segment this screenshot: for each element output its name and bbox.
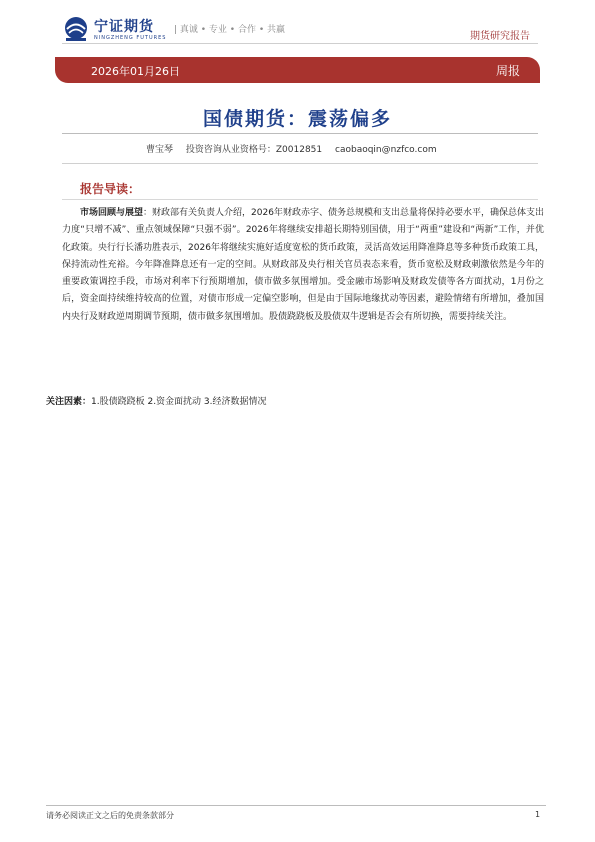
report-category: 期货研究报告	[470, 31, 530, 42]
page-number: 1	[535, 810, 541, 819]
company-name-english: NINGZHENG FUTURES	[94, 35, 167, 41]
author-email: caobaoqin@nzfco.com	[335, 145, 437, 155]
title-divider	[62, 133, 538, 134]
report-type: 周报	[495, 64, 520, 78]
header-divider	[62, 43, 538, 44]
guide-divider	[62, 199, 538, 200]
footer-disclaimer: 请务必阅读正文之后的免责条款部分	[46, 811, 174, 820]
summary-lead-label: 市场回顾与展望	[80, 208, 144, 218]
author-divider	[62, 163, 538, 164]
summary-paragraph	[62, 205, 544, 326]
author-name: 曹宝琴	[146, 145, 174, 155]
date-banner	[55, 57, 540, 83]
focus-factors	[46, 394, 267, 407]
author-qualification: 投资咨询从业资格号：Z0012851	[185, 145, 323, 155]
company-name: 宁证期货	[94, 19, 154, 35]
company-slogan: | 真诚 • 专业 • 合作 • 共赢	[174, 25, 285, 35]
author-line	[146, 142, 447, 155]
report-title: 国债期货：震荡偏多	[202, 108, 392, 130]
company-logo	[62, 16, 172, 46]
report-date: 2026年01月26日	[91, 65, 180, 78]
summary-body: ：财政部有关负责人介绍，2026年财政赤字、债务总规模和支出总量将保持必要水平，确保总体支出力度“只增不减”、重点领域保障“只强不弱”。2026年将继续安排超长期特别国债，用于“两重”建设和“两新”工作，并优化政策。央行行长潘功胜表示，2026年将继续实施好适度宽松的货币政策，灵活高效运用降准降息等多种货币政策工具，保持流动性充裕。今年降准降息还有一定的空间。从财政部及央行相关官员表态来看，货币宽松及财政刺激依然是今年的重要政策调控手段，市场对利率下行预期增加，债市做多氛围增加。受金融市场影响及财政发债等各方面扰动，1月份之后，资金面持续维持较高的位置，对债市形成一定偏空影响，但是由于国际地缘扰动等因素，避险情绪有所增加，叠加国内央行及财政逆周期调节预期，债市做多氛围增加。股债跷跷板及股债双牛逻辑是否会有所切换，需要持续关注。	[62, 208, 544, 322]
logo-mark-icon	[62, 16, 90, 42]
footer-divider	[46, 805, 546, 806]
guide-heading: 报告导读：	[80, 182, 141, 196]
focus-label: 关注因素：	[46, 397, 92, 407]
focus-items: 1.股债跷跷板 2.资金面扰动 3.经济数据情况	[91, 397, 267, 407]
